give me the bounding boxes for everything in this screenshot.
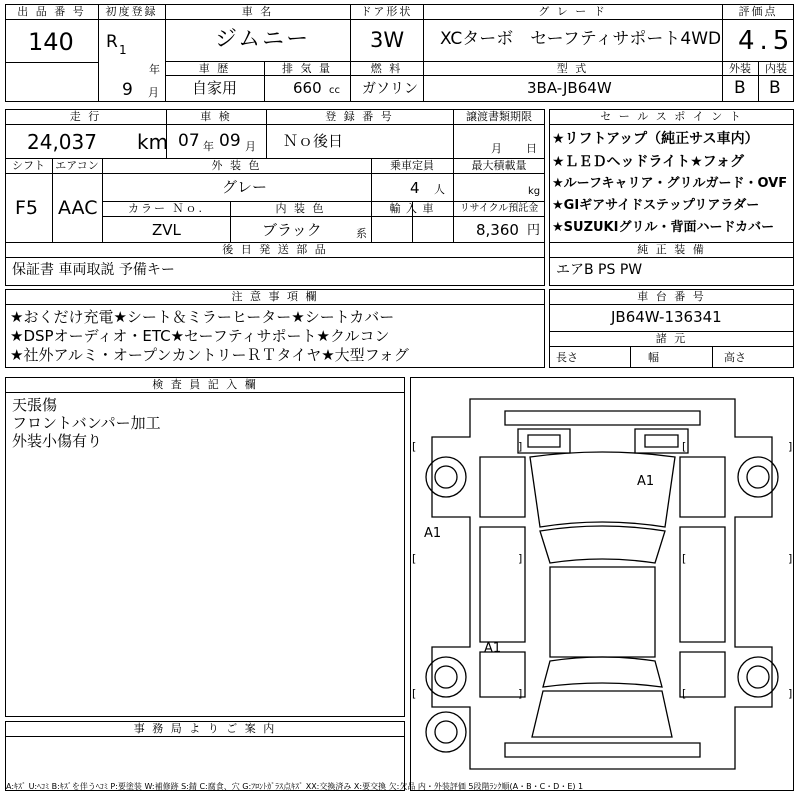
capacity-unit: 人 [434,183,445,196]
era: R [106,32,118,52]
inspection-month-unit: 月 [245,140,256,153]
sales-point-item: ★SUZUKIグリル・背面ハードカバー [552,220,775,235]
model: 3BA-JB64W [527,79,612,97]
chassis-label: 車 台 番 号 [637,290,706,303]
listing-no: 140 [28,28,74,56]
legend: A:ｷｽﾞ U:ﾍｺﾐ B:ｷｽﾞを伴うﾍｺﾐ P:要塗装 W:補修跡 S:錆 C:腐食、穴 G:ﾌﾛﾝﾄｶﾞﾗｽ点ｷｽﾞ XX:交換済み X:要交換 欠:欠品 内・外装評価 5段階ﾗﾝｸ順(A・B・C・D・E) 1 [6,782,584,791]
mileage: 24,037 [27,130,97,154]
inspector-line: 天張傷 [12,396,58,414]
exterior-label: 外装 [729,62,751,75]
reg-no: Ｎｏ後日 [283,132,344,150]
displacement-unit: cc [329,85,340,96]
capacity: 4 [410,179,420,197]
shift-label: シフト [12,159,45,172]
sales-point-item: ★ＬＥＤヘッドライト★フォグ [552,154,744,170]
damage-mark-a1-rear: A1 [484,641,502,656]
year-unit: 年 [149,63,160,76]
later-parts-label: 後 日 発 送 部 品 [222,243,328,256]
interior-label: 内装 [765,62,787,75]
interior-grade: B [769,78,781,98]
damage-mark-a1-left: A1 [424,526,442,541]
color-no: ZVL [152,221,181,239]
later-parts: 保証書 車両取説 予備キー [12,262,175,278]
grade-label: グ レ ー ド [538,5,607,18]
sales-point-item: ★GIギアサイドステップリアラダー [552,198,760,213]
door-type: 3W [370,28,405,52]
score-label: 評価点 [738,5,778,18]
fuel-label: 燃 料 [370,62,403,75]
damage-mark-a1-roof: A1 [637,474,655,489]
era-year: 1 [119,43,127,57]
bracket-close: ] [788,440,793,453]
std-equipment-label: 純 正 装 備 [637,243,706,256]
first-reg-label: 初度登録 [105,5,158,18]
sales-points-label: セ ー ル ス ポ イ ン ト [600,110,743,123]
ac-label: エアコン [55,159,99,172]
sales-point-item: ★ルーフキャリア・グリルガード・OVF [552,176,788,191]
bracket-close: ] [518,440,523,453]
inspection-year: 07 [178,131,200,151]
displacement-label: 排 気 量 [282,62,332,75]
office-label: 事 務 局 よ り ご 案 内 [133,722,277,735]
reg-month: 9 [122,80,133,100]
car-diagram [410,377,794,791]
notes-line: ★おくだけ充電★シート＆ミラーヒーター★シートカバー [10,308,395,326]
recycle-unit: 円 [527,223,541,238]
score: 4.5 [738,26,795,56]
shift: F5 [15,197,39,219]
bracket-open: [ [412,440,417,453]
history-label: 車 歴 [198,62,231,75]
max-load-label: 最大積載量 [471,159,527,172]
import-label: 輸 入 車 [389,202,435,215]
notes-label: 注 意 事 項 欄 [231,290,319,303]
inspector-label: 検 査 員 記 入 欄 [152,378,258,391]
mileage-label: 走 行 [69,110,102,123]
notes-line: ★社外アルミ・オープンカントリーＲＴタイヤ★大型フォグ [10,346,409,364]
bracket-open: [ [412,687,417,700]
sales-point-item: ★リフトアップ（純正サス車内） [552,131,759,147]
capacity-label: 乗車定員 [390,159,434,172]
color-no-label: カラー Ｎｏ. [128,202,204,215]
spec-width: 幅 [648,351,659,364]
bracket-close: ] [518,687,523,700]
inspector-line: 外装小傷有り [12,432,103,450]
displacement: 660 [293,79,322,97]
spec-height: 高さ [724,351,746,364]
grade: XCターボ セーフティサポート4WD [440,29,722,49]
int-color-unit: 系 [356,227,367,240]
bracket-open: [ [682,440,687,453]
inspection-label: 車 検 [200,110,232,123]
bracket-open: [ [412,552,417,565]
chassis-no: JB64W-136341 [611,308,722,326]
car-name: ジムニー [215,27,311,52]
recycle-label: リサイクル預託金 [459,203,539,214]
bracket-close: ] [788,687,793,700]
bracket-open: [ [682,552,687,565]
specs-label: 諸 元 [655,332,688,345]
bracket-open: [ [682,687,687,700]
ac: AAC [58,197,98,219]
exterior-grade: B [734,78,746,98]
car-name-label: 車 名 [241,5,274,18]
inspection-month: 09 [219,131,241,151]
listing-no-label: 出 品 番 号 [17,5,86,18]
ext-color-label: 外 装 色 [211,159,262,172]
spec-length: 長さ [556,351,578,364]
ext-color: グレー [222,178,268,196]
doc-day: 日 [526,142,537,155]
doc-period-label: 譲渡書類期限 [466,110,532,123]
notes-line: ★DSPオーディオ・ETC★セーフティサポート★クルコン [10,327,390,345]
door-label: ドア形状 [360,5,413,18]
model-label: 型 式 [556,62,589,75]
inspector-line: フロントバンパー加工 [12,414,161,432]
recycle: 8,360 [476,221,519,239]
inspection-year-unit: 年 [203,140,214,153]
doc-month: 月 [491,142,502,155]
int-color-label: 内 装 色 [275,202,326,215]
int-color: ブラック [262,221,322,239]
month-unit: 月 [148,86,159,99]
reg-no-label: 登 録 番 号 [325,110,394,123]
history: 自家用 [192,79,238,97]
max-load-unit: kg [528,186,541,197]
std-equipment: エアB PS PW [556,262,643,278]
bracket-close: ] [788,552,793,565]
mileage-unit: km [137,130,169,154]
bracket-close: ] [518,552,523,565]
fuel: ガソリン [362,81,418,97]
